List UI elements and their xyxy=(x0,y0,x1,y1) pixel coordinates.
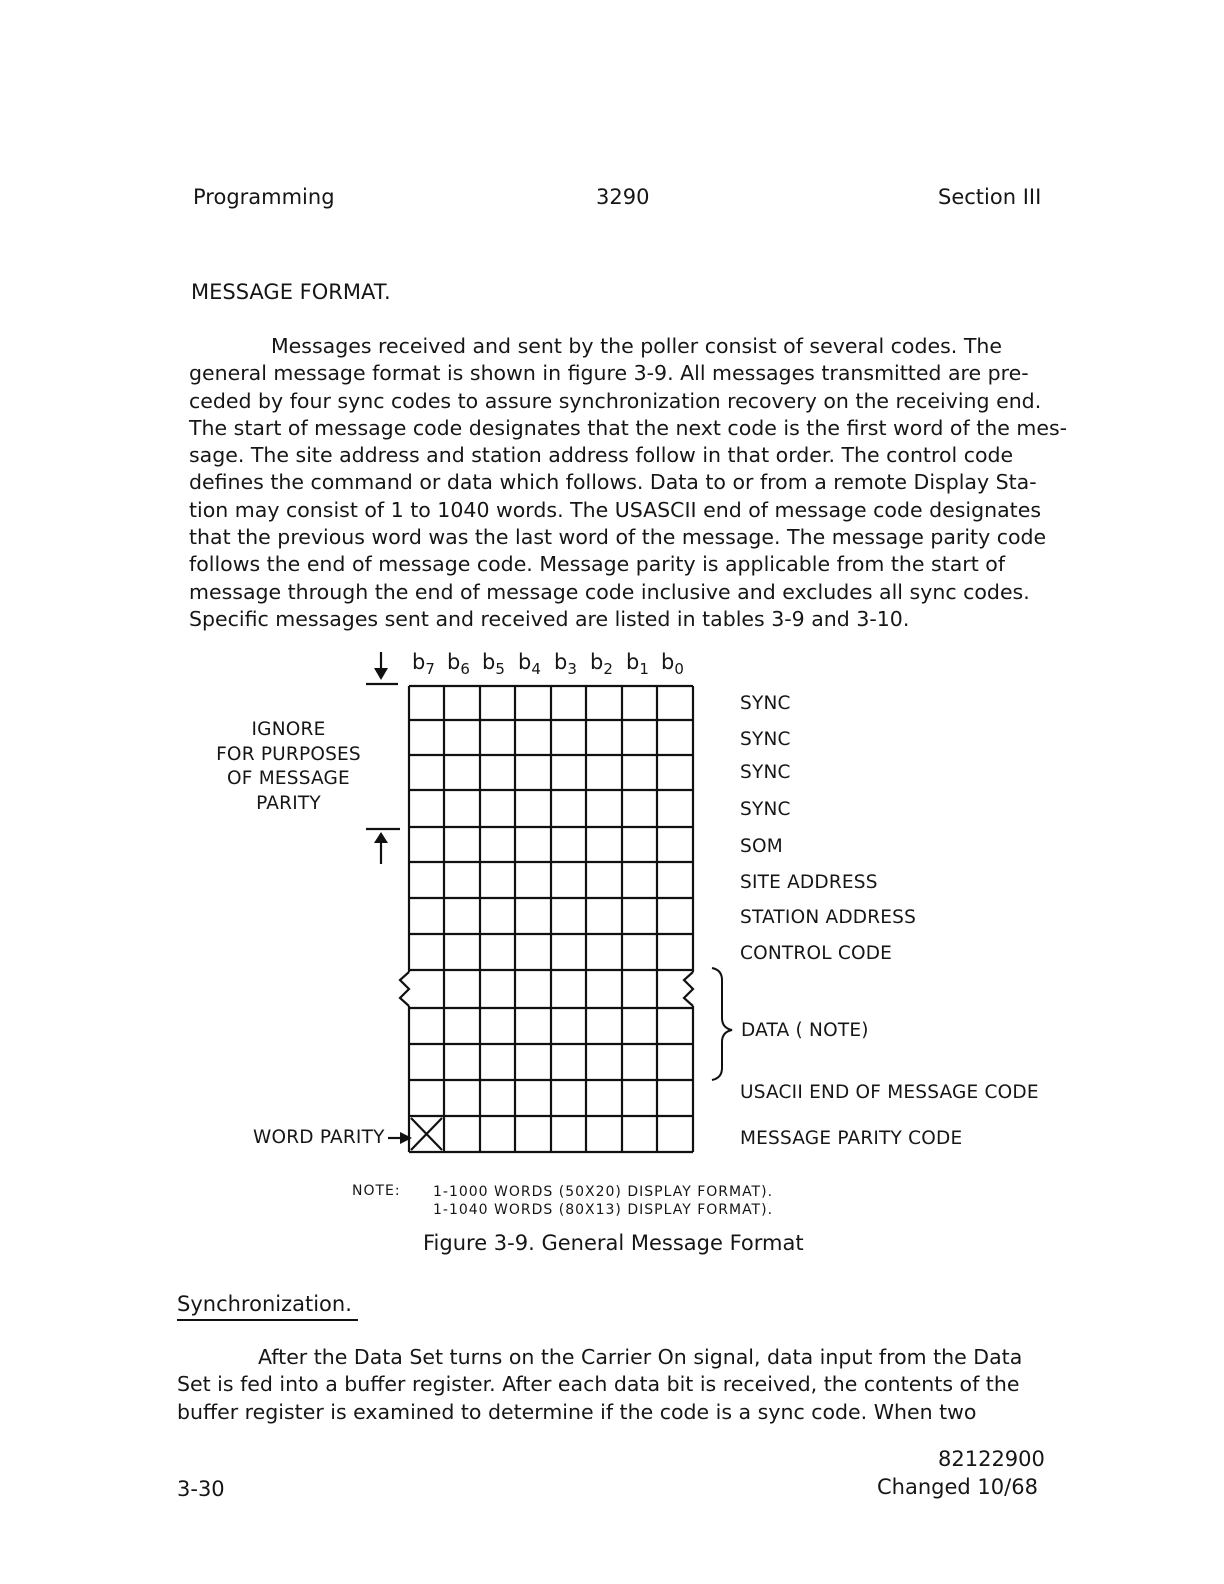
note-label: NOTE: xyxy=(352,1183,401,1199)
paragraph-line: general message format is shown in figure 3-9. All messages transmitted are pre- xyxy=(189,361,1029,386)
footer-changed: Changed 10/68 xyxy=(877,1475,1038,1499)
row-label-sync: SYNC xyxy=(740,729,791,750)
header-left: Programming xyxy=(193,185,335,209)
row-label-sync: SYNC xyxy=(740,762,791,783)
row-label-site-address: SITE ADDRESS xyxy=(740,872,878,893)
ignore-label-line: PARITY xyxy=(256,792,321,814)
bit-index: 7 xyxy=(425,660,435,679)
grid-lines xyxy=(409,686,693,1152)
ignore-parity-label xyxy=(206,718,371,816)
row-label-sync: SYNC xyxy=(740,693,791,714)
row-label-data: DATA ( NOTE) xyxy=(741,1020,869,1041)
paragraph-line: that the previous word was the last word of the message. The message parity code xyxy=(189,525,1047,550)
section-title: MESSAGE FORMAT. xyxy=(191,280,391,304)
bit-letter: b xyxy=(447,650,461,674)
note-line: 1-1000 WORDS (50X20) DISPLAY FORMAT). xyxy=(433,1184,774,1200)
row-label-som: SOM xyxy=(740,836,783,857)
bit-letter: b xyxy=(482,650,496,674)
footer-doc-number: 82122900 xyxy=(938,1447,1045,1471)
sync-paragraph xyxy=(177,1344,1057,1426)
ignore-label-line: IGNORE xyxy=(251,719,326,740)
row-label-end-of-message: USACII END OF MESSAGE CODE xyxy=(740,1082,1039,1103)
paragraph-line: tion may consist of 1 to 1040 words. The USASCII end of message code designates xyxy=(189,497,1042,522)
bit-index: 5 xyxy=(495,660,505,679)
paragraph-line: ceded by four sync codes to assure synchronization recovery on the receiving end. xyxy=(189,388,1042,413)
bit-letter: b xyxy=(626,650,640,674)
bit-index: 2 xyxy=(603,660,613,679)
paragraph-line: After the Data Set turns on the Carrier On signal, data input from the Data xyxy=(258,1345,1023,1369)
header-right: Section III xyxy=(938,185,1042,209)
data-brace xyxy=(712,968,732,1080)
paragraph-line: defines the command or data which follows. Data to or from a remote Display Sta- xyxy=(189,470,1037,495)
figure-caption: Figure 3-9. General Message Format xyxy=(423,1231,804,1255)
ignore-label-line: OF MESSAGE xyxy=(227,768,350,789)
paragraph-line: Messages received and sent by the poller consist of several codes. The xyxy=(271,334,1002,358)
bit-letter: b xyxy=(590,650,604,674)
bit-letter: b xyxy=(518,650,532,674)
subsection-title: Synchronization. xyxy=(177,1292,358,1321)
row-label-control-code: CONTROL CODE xyxy=(740,943,893,964)
paragraph-line: The start of message code designates that the next code is the first word of the mes- xyxy=(189,415,1068,440)
bit-index: 6 xyxy=(460,660,470,679)
row-label-sync: SYNC xyxy=(740,799,791,820)
bit-index: 4 xyxy=(531,660,541,679)
bit-index: 3 xyxy=(567,660,577,679)
bit-index: 0 xyxy=(674,660,684,679)
paragraph-line: Set is fed into a buffer register. After each data bit is received, the contents of the xyxy=(177,1372,1020,1397)
break-mark-right xyxy=(684,972,693,1006)
row-label-message-parity: MESSAGE PARITY CODE xyxy=(740,1128,963,1149)
bit-index: 1 xyxy=(639,660,649,679)
paragraph-line: Specific messages sent and received are listed in tables 3-9 and 3-10. xyxy=(189,606,910,631)
note-line: 1-1040 WORDS (80X13) DISPLAY FORMAT). xyxy=(433,1202,774,1218)
word-parity-label: WORD PARITY xyxy=(253,1127,385,1148)
paragraph-line: follows the end of message code. Message parity is applicable from the start of xyxy=(189,552,1006,577)
ignore-range-top-arrow xyxy=(366,652,398,684)
paragraph-line: message through the end of message code inclusive and excludes all sync codes. xyxy=(189,579,1030,604)
header-center: 3290 xyxy=(596,185,650,209)
paragraph-line: sage. The site address and station address follow in that order. The control code xyxy=(189,443,1014,468)
ignore-range-bottom-arrow xyxy=(366,829,400,864)
bit-letter: b xyxy=(412,650,426,674)
row-label-station-address: STATION ADDRESS xyxy=(740,907,917,928)
note-text xyxy=(433,1183,773,1219)
bit-letter: b xyxy=(554,650,568,674)
footer-page-number: 3-30 xyxy=(177,1477,225,1501)
ignore-label-line: FOR PURPOSES xyxy=(216,743,361,765)
paragraph-line: buffer register is examined to determine if the code is a sync code. When two xyxy=(177,1399,977,1424)
break-mark-left xyxy=(400,972,409,1006)
bit-letter: b xyxy=(661,650,675,674)
